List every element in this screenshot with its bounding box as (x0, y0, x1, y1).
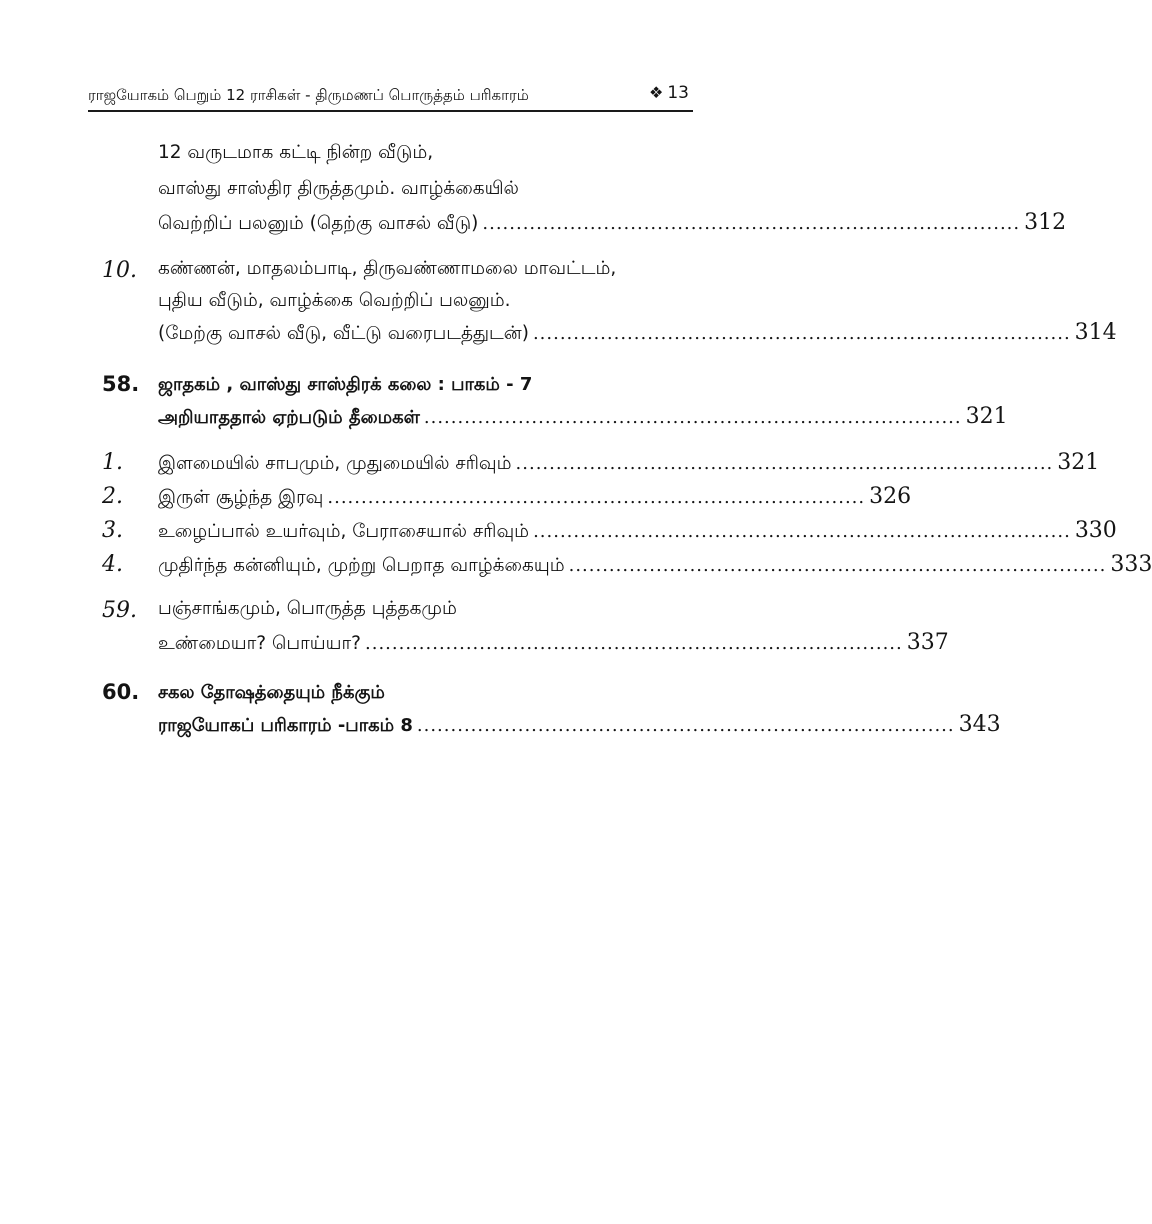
toc-entry-7-line-1: பஞ்சாங்கமும், பொருத்த புத்தகமும் (158, 598, 457, 619)
dot-leader: ................................................................................ (532, 323, 1071, 344)
toc-entry-2-line-1: ஜாதகம் , வாஸ்து சாஸ்திரக் கலை : பாகம் - 7 (158, 374, 533, 395)
dot-leader: ................................................................................ (365, 633, 903, 654)
toc-entry-7-line-2: உண்மையா? பொய்யா? ................................................................................ 337 (158, 630, 949, 655)
toc-entry-0-line-2: வாஸ்து சாஸ்திர திருத்தமும். வாழ்க்கையில் (158, 178, 519, 199)
toc-entry-8-page: 343 (958, 712, 1001, 737)
diamond-ornament-icon: ❖ (649, 83, 664, 102)
page-number (649, 83, 689, 103)
dot-leader: ................................................................................ (423, 407, 962, 428)
toc-entry-6-page: 333 (1110, 552, 1152, 577)
toc-entry-8-line-2: ராஜயோகப் பரிகாரம் -பாகம் 8 ................................................................................ 343 (158, 712, 1001, 737)
toc-entry-6-line-1: முதிர்ந்த கன்னியும், முற்று பெறாத வாழ்க்கையும் ................................................................................ 333 (158, 552, 1152, 577)
toc-entry-3-number: 1. (102, 450, 123, 475)
dot-leader: ................................................................................ (515, 453, 1054, 474)
toc-entry-8-number: 60. (102, 680, 140, 704)
toc-entry-1-line-1: கண்ணன், மாதலம்பாடி, திருவண்ணாமலை மாவட்டம், (158, 258, 617, 279)
toc-entry-0-line-3: வெற்றிப் பலனும் (தெற்கு வாசல் வீடு) ................................................................................ 312 (158, 210, 1067, 235)
toc-entry-0-page: 312 (1024, 210, 1067, 235)
toc-entry-1-line-2: புதிய வீடும், வாழ்க்கை வெற்றிப் பலனும். (158, 290, 511, 311)
toc-entry-8-line-1: சகல தோஷத்தையும் நீக்கும் (158, 682, 385, 703)
page-number-value: 13 (667, 83, 689, 103)
running-header-title: ராஜயோகம் பெறும் 12 ராசிகள் - திருமணப் பொருத்தம் பரிகாரம் (88, 86, 529, 104)
toc-entry-0-line-1: 12 வருடமாக கட்டி நின்ற வீடும், (158, 142, 434, 163)
toc-entry-7-page: 337 (906, 630, 949, 655)
toc-entry-4-line-1: இருள் சூழ்ந்த இரவு ................................................................................ 326 (158, 484, 912, 509)
toc-entry-4-page: 326 (869, 484, 912, 509)
dot-leader: ................................................................................ (416, 715, 955, 736)
toc-entry-1-page: 314 (1074, 320, 1117, 345)
dot-leader: ................................................................................ (482, 213, 1021, 234)
toc-entry-2-page: 321 (965, 404, 1008, 429)
toc-entry-2-number: 58. (102, 372, 140, 396)
toc-entry-3-page: 321 (1057, 450, 1100, 475)
dot-leader: ................................................................................ (327, 487, 866, 508)
toc-entry-5-number: 3. (102, 518, 123, 543)
running-header (88, 80, 693, 112)
toc-entry-6-number: 4. (102, 552, 123, 577)
toc-entry-5-page: 330 (1074, 518, 1117, 543)
dot-leader: ................................................................................ (533, 521, 1071, 542)
toc-entry-7-number: 59. (102, 598, 137, 623)
toc-entry-4-number: 2. (102, 484, 123, 509)
toc-entry-3-line-1: இளமையில் சாபமும், முதுமையில் சரிவும் ................................................................................ 321 (158, 450, 1100, 475)
dot-leader: ................................................................................ (568, 555, 1107, 576)
toc-entry-1-number: 10. (102, 258, 137, 283)
toc-entry-5-line-1: உழைப்பால் உயர்வும், பேராசையால் சரிவும் ................................................................................ 330 (158, 518, 1117, 543)
toc-entry-1-line-3: (மேற்கு வாசல் வீடு, வீட்டு வரைபடத்துடன்) ................................................................................ 314 (158, 320, 1117, 345)
toc-entry-2-line-2: அறியாததால் ஏற்படும் தீமைகள் ................................................................................ 321 (158, 404, 1008, 429)
